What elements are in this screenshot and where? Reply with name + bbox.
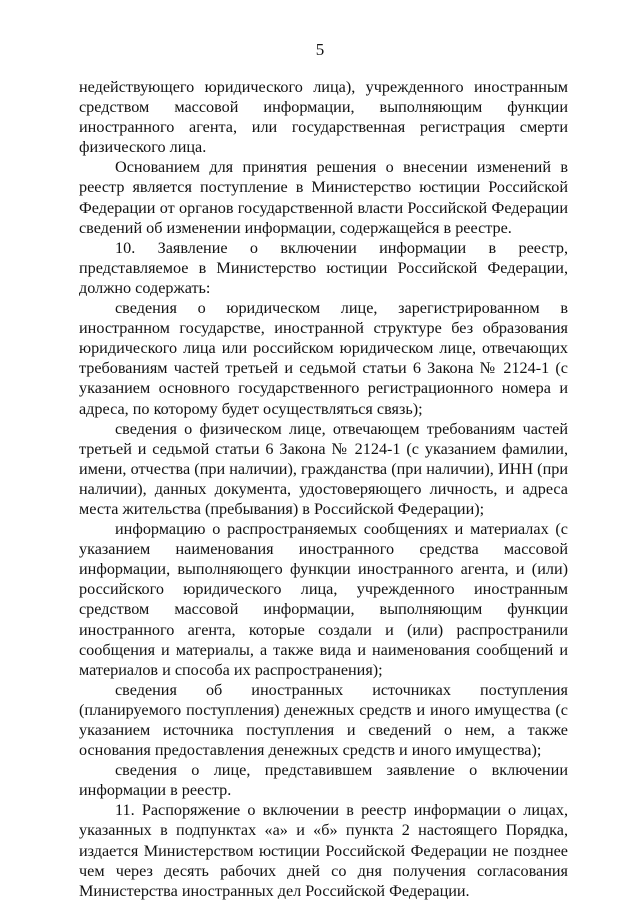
paragraph-registry-change-basis: Основанием для принятия решения о внесении изменений в реестр является поступление в Министерство юстиции Российской Федерации от органов государственной власти Российской Федерации сведений об изменении информации, содержащейся в реестре. <box>79 158 568 237</box>
paragraph-applicant-info: сведения о лице, представившем заявление о включении информации в реестр. <box>79 761 568 800</box>
paragraph-item-10: 10. Заявление о включении информации в реестр, представляемое в Министерство юстиции Российской Федерации, должно содержать: <box>79 238 568 297</box>
paragraph-continuation: недействующего юридического лица), учрежденного иностранным средством массовой информации, выполняющим функции иностранного агента, или государственная регистрация смерти физического лица. <box>79 78 568 157</box>
paragraph-foreign-funding-info: сведения об иностранных источниках поступления (планируемого поступления) денежных средств и иного имущества (с указанием источника поступления и сведений о нем, а также основания предоставления денежных средств и иного имущества); <box>79 680 568 760</box>
document-body <box>79 77 568 901</box>
page-number: 5 <box>315 40 325 59</box>
paragraph-item-11: 11. Распоряжение о включении в реестр информации о лицах, указанных в подпунктах «а» и «б» пункта 2 настоящего Порядка, издается Министерством юстиции Российской Федерации не позднее чем через десять рабочих дней со дня получения согласования Министерства иностранных дел Российской Федерации. <box>79 801 568 900</box>
paragraph-materials-info: информацию о распространяемых сообщениях и материалах (с указанием наименования иностранного средства массовой информации, выполняющего функции иностранного агента, и (или) российского юридического лица, учрежденного иностранным средством массовой информации, выполняющим функции иностранного агента, которые создали и (или) распространили сообщения и материалы, а также вида и наименования сообщений и материалов и способа их распространения); <box>79 520 568 679</box>
paragraph-individual-info: сведения о физическом лице, отвечающем требованиям частей третьей и седьмой статьи 6 Закона № 2124-1 (с указанием фамилии, имени, отчества (при наличии), гражданства (при наличии), ИНН (при наличии), данных документа, удостоверяющего личность, и адреса места жительства (пребывания) в Российской Федерации); <box>79 419 568 518</box>
paragraph-legal-entity-info: сведения о юридическом лице, зарегистрированном в иностранном государстве, иностранной структуре без образования юридического лица или российском юридическом лице, отвечающих требованиям частей третьей и седьмой статьи 6 Закона № 2124-1 (с указанием основного государственного регистрационного номера и адреса, по которому будет осуществляться связь); <box>79 299 568 418</box>
